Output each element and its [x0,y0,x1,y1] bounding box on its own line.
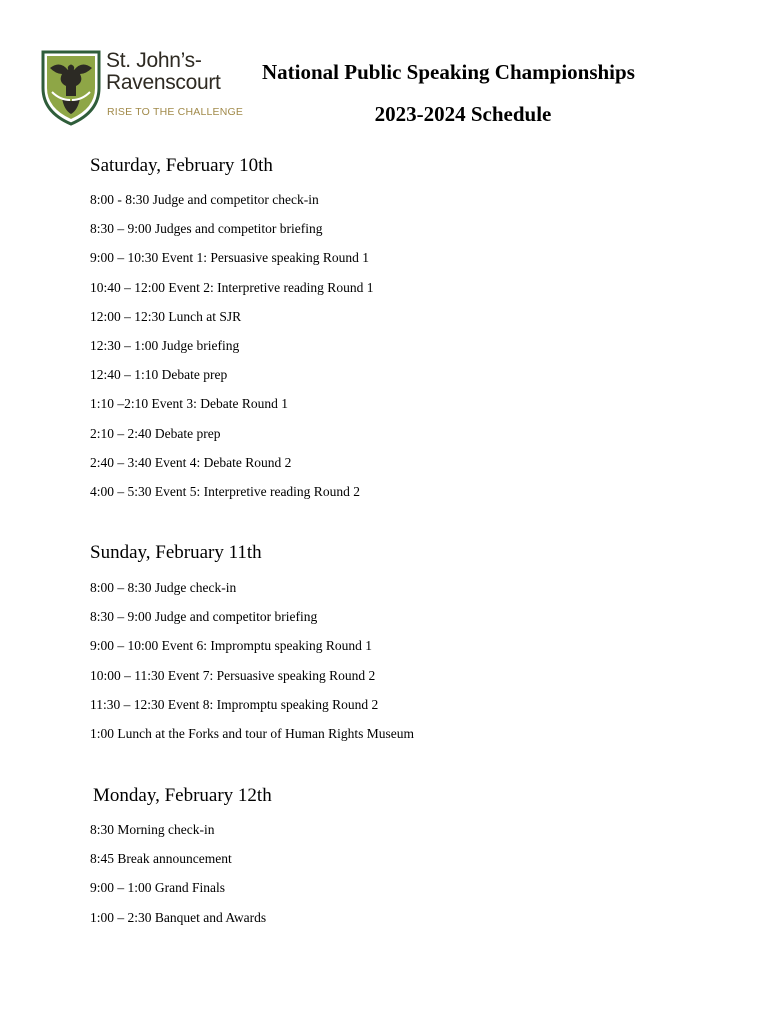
schedule-item: 1:00 – 2:30 Banquet and Awards [90,909,267,925]
school-name-line1: St. John’s- [106,49,202,72]
schedule-item: 10:00 – 11:30 Event 7: Persuasive speaking Round 2 [90,667,376,683]
document-title: National Public Speaking Championships [262,60,635,84]
schedule-item: 2:40 – 3:40 Event 4: Debate Round 2 [90,454,292,470]
schedule-item: 2:10 – 2:40 Debate prep [90,425,221,441]
school-crest-icon [40,48,102,126]
school-tagline: RISE TO THE CHALLENGE [107,106,244,118]
schedule-list-monday [90,821,266,938]
schedule-item: 11:30 – 12:30 Event 8: Impromptu speaking Round 2 [90,696,379,712]
schedule-item: 8:45 Break announcement [90,851,232,867]
day-heading-sunday: Sunday, February 11th [90,542,262,563]
schedule-item: 9:00 – 10:00 Event 6: Impromptu speaking Round 1 [90,638,372,654]
document-subtitle: 2023-2024 Schedule [374,102,552,126]
schedule-item: 9:00 – 1:00 Grand Finals [90,880,225,896]
school-name-line2: Ravenscourt [106,71,221,94]
schedule-item: 4:00 – 5:30 Event 5: Interpretive reading Round 2 [90,483,360,499]
schedule-item: 1:00 Lunch at the Forks and tour of Human Rights Museum [90,725,414,741]
schedule-item: 12:30 – 1:00 Judge briefing [90,337,240,353]
day-heading-monday: Monday, February 12th [93,785,272,806]
schedule-item: 1:10 –2:10 Event 3: Debate Round 1 [90,396,288,412]
schedule-item: 8:30 – 9:00 Judges and competitor briefing [90,221,323,237]
schedule-item: 9:00 – 10:30 Event 1: Persuasive speaking Round 1 [90,250,369,266]
schedule-list-sunday [90,579,414,754]
schedule-list-saturday [90,191,373,512]
schedule-item: 8:30 – 9:00 Judge and competitor briefing [90,609,318,625]
schedule-item: 10:40 – 12:00 Event 2: Interpretive reading Round 1 [90,279,374,295]
schedule-item: 8:00 – 8:30 Judge check-in [90,580,237,595]
day-heading-saturday: Saturday, February 10th [90,155,273,176]
schedule-item: 8:00 - 8:30 Judge and competitor check-in [90,192,319,207]
school-name [106,50,221,94]
schedule-item: 8:30 Morning check-in [90,822,215,837]
school-logo [40,48,245,128]
schedule-item: 12:40 – 1:10 Debate prep [90,367,228,383]
schedule-item: 12:00 – 12:30 Lunch at SJR [90,308,242,324]
